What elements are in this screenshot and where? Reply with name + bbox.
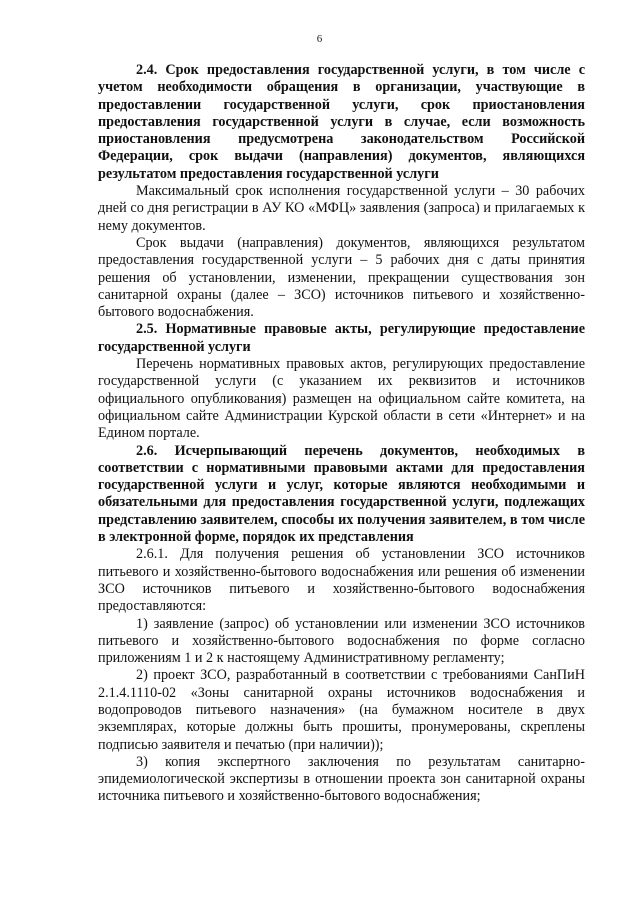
paragraph-legal-acts: Перечень нормативных правовых актов, регулирующих предоставление государственной услуги (с указанием их реквизитов и источников официального опубликования) размещен на официальном сайте комитета, на официальном сайте Администрации Курской области в сети «Интернет» и на Едином портале.: [98, 356, 585, 442]
section-heading-2-6: 2.6. Исчерпывающий перечень документов, необходимых в соответствии с нормативными правовыми актами для предоставления государственной услуги и услуг, которые являются необходимыми и обязательными для предоставления государственной услуги, подлежащих представлению заявителем, способы их получения заявителем, в том числе в электронной форме, порядок их представления: [98, 442, 585, 546]
page-number: 6: [316, 33, 323, 45]
paragraph-max-term: Максимальный срок исполнения государственной услуги – 30 рабочих дней со дня регистрации в АУ КО «МФЦ» заявления (запроса) и прилагаемых к нему документов.: [98, 183, 585, 234]
paragraph-2-6-1: 2.6.1. Для получения решения об установлении ЗСО источников питьевого и хозяйственно-бытового водоснабжения или решения об изменении ЗСО источников питьевого и хозяйственно-бытового водоснабжения предоставляются:: [98, 546, 585, 615]
section-heading-2-5: 2.5. Нормативные правовые акты, регулирующие предоставление государственной услуги: [98, 321, 585, 355]
list-item-1: 1) заявление (запрос) об установлении или изменении ЗСО источников питьевого и хозяйственно-бытового водоснабжения по форме согласно приложениям 1 и 2 к настоящему Административному регламенту;: [98, 615, 585, 667]
list-item-3: 3) копия экспертного заключения по результатам санитарно-эпидемиологической экспертизы в отношении проекта зон санитарной охраны источника питьевого и хозяйственно-бытового водоснабжения;: [98, 753, 585, 805]
section-heading-2-4: 2.4. Срок предоставления государственной услуги, в том числе с учетом необходимости обращения в организации, участвующие в предоставлении государственной услуги, срок приостановления предоставления государственной услуги в случае, если возможность приостановления предусмотрена законодательством Российской Федерации, срок выдачи (направления) документов, являющихся результатом предоставления государственной услуги: [98, 62, 585, 182]
list-item-2: 2) проект ЗСО, разработанный в соответствии с требованиями СанПиН 2.1.4.1110-02 «Зоны санитарной охраны источников водоснабжения и водопроводов питьевого назначения» (на бумажном носителе в двух экземплярах, которые должны быть прошиты, пронумерованы, скреплены подписью заявителя и печатью (при наличии));: [98, 667, 585, 753]
paragraph-issue-term: Срок выдачи (направления) документов, являющихся результатом предоставления государственной услуги – 5 рабочих дня с даты принятия решения об установлении, изменении, прекращении существования зон санитарной охраны (далее – ЗСО) источников питьевого и хозяйственно-бытового водоснабжения.: [98, 234, 585, 321]
document-body: [98, 62, 585, 806]
